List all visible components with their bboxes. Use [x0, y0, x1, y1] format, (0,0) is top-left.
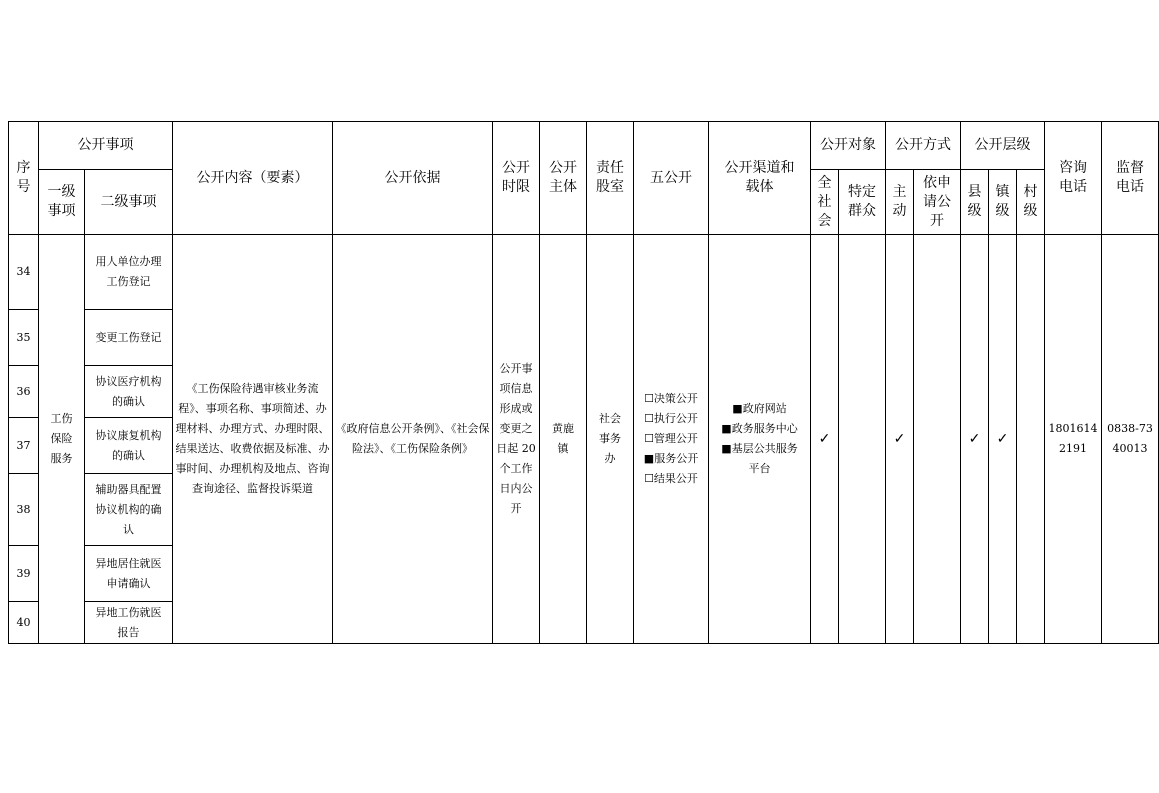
level2-item: 辅助器具配置 协议机构的确 认 [85, 474, 173, 546]
five-item-service: ■服务公开 [643, 452, 699, 465]
header-lvl-village: 村 级 [1017, 170, 1045, 235]
check-lvl-village [1017, 235, 1045, 644]
header-channel: 公开渠道和 载体 [709, 122, 811, 235]
level1-item: 工伤 保险 服务 [39, 235, 85, 644]
check-lvl-county: ✓ [961, 235, 989, 644]
channel-public-service-platform: ■基层公共服务 平台 [721, 442, 798, 475]
level2-item: 异地工伤就医 报告 [85, 602, 173, 644]
row-number: 39 [9, 546, 39, 602]
five-item-decision: ☐决策公开 [644, 392, 698, 405]
level2-item: 用人单位办理 工伤登记 [85, 235, 173, 310]
header-supervise-phone: 监督 电话 [1102, 122, 1159, 235]
consult-phone: 1801614 2191 [1045, 235, 1102, 644]
header-aud-all: 全 社 会 [811, 170, 839, 235]
level2-item: 协议康复机构 的确认 [85, 418, 173, 474]
five-item-management: ☐管理公开 [644, 432, 698, 445]
five-disclosures [634, 235, 709, 644]
header-basis: 公开依据 [333, 122, 493, 235]
header-subject: 公开 主体 [540, 122, 587, 235]
level2-item: 变更工伤登记 [85, 310, 173, 366]
channel-service-center: ■政务服务中心 [721, 422, 798, 435]
disclosure-basis: 《政府信息公开条例》、《社会保险法》、《工伤保险条例》 [333, 235, 493, 644]
disclosure-time-limit: 公开事 项信息 形成或 变更之 日起 20 个工作 日内公 开 [493, 235, 540, 644]
five-item-execution: ☐执行公开 [644, 412, 698, 425]
header-method-active: 主 动 [886, 170, 914, 235]
header-content: 公开内容（要素） [173, 122, 333, 235]
level2-item: 异地居住就医 申请确认 [85, 546, 173, 602]
header-level1: 一级 事项 [39, 170, 85, 235]
header-aud-specific: 特定 群众 [839, 170, 886, 235]
row-number: 40 [9, 602, 39, 644]
header-seq: 序 号 [9, 122, 39, 235]
header-five: 五公开 [634, 122, 709, 235]
five-item-result: ☐结果公开 [644, 472, 698, 485]
check-aud-specific [839, 235, 886, 644]
level2-item: 协议医疗机构 的确认 [85, 366, 173, 418]
header-lvl-town: 镇 级 [989, 170, 1017, 235]
disclosure-channels [709, 235, 811, 644]
disclosure-table [8, 121, 1159, 644]
check-aud-all: ✓ [811, 235, 839, 644]
responsible-dept: 社会 事务 办 [587, 235, 634, 644]
header-consult-phone: 咨询 电话 [1045, 122, 1102, 235]
header-level: 公开层级 [961, 122, 1045, 170]
table-row [9, 235, 1159, 310]
row-number: 35 [9, 310, 39, 366]
disclosure-content: 《工伤保险待遇审核业务流程》、事项名称、事项简述、办理材料、办理方式、办理时限、结果送达、收费依据及标准、办事时间、办理机构及地点、咨询查询途径、监督投诉渠道 [173, 235, 333, 644]
disclosure-subject: 黄鹿 镇 [540, 235, 587, 644]
header-time-limit: 公开 时限 [493, 122, 540, 235]
header-method-request: 依申 请公 开 [914, 170, 961, 235]
row-number: 36 [9, 366, 39, 418]
check-method-request [914, 235, 961, 644]
header-items: 公开事项 [39, 122, 173, 170]
supervise-phone: 0838-73 40013 [1102, 235, 1159, 644]
header-level2: 二级事项 [85, 170, 173, 235]
row-number: 34 [9, 235, 39, 310]
check-method-active: ✓ [886, 235, 914, 644]
header-dept: 责任 股室 [587, 122, 634, 235]
check-lvl-town: ✓ [989, 235, 1017, 644]
header-lvl-county: 县 级 [961, 170, 989, 235]
channel-gov-website: ■政府网站 [732, 402, 787, 415]
row-number: 38 [9, 474, 39, 546]
header-method: 公开方式 [886, 122, 961, 170]
row-number: 37 [9, 418, 39, 474]
header-audience: 公开对象 [811, 122, 886, 170]
